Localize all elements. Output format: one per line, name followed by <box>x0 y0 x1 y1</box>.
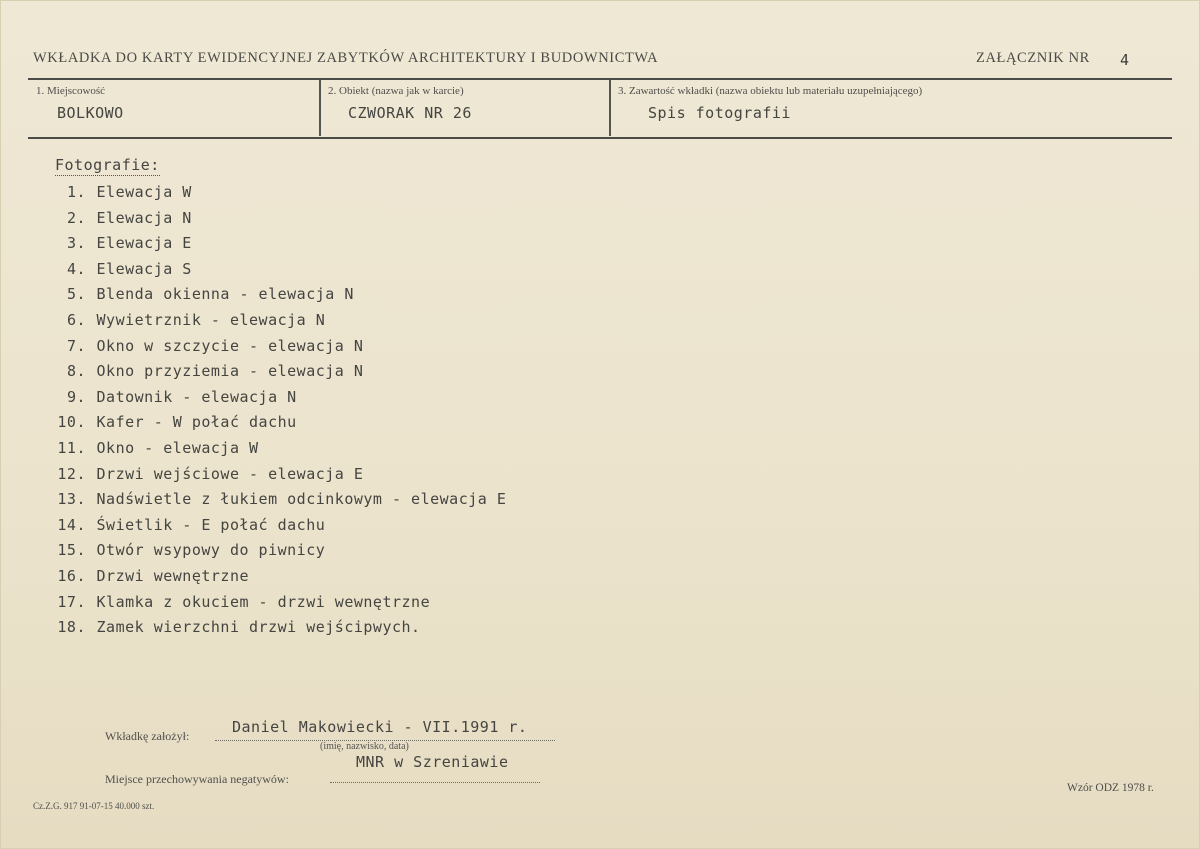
form-title: WKŁADKA DO KARTY EWIDENCYJNEJ ZABYTKÓW ARCHITEKTURY I BUDOWNICTWA <box>33 50 659 66</box>
list-item <box>40 206 506 232</box>
item-text: Kafer - W połać dachu <box>96 413 297 432</box>
list-item <box>40 231 506 257</box>
item-text: Elewacja E <box>96 234 192 253</box>
list-item <box>40 462 506 488</box>
item-text: Okno przyziemia - elewacja N <box>96 362 364 381</box>
item-text: Otwór wsypowy do piwnicy <box>96 541 326 560</box>
list-item <box>40 538 506 564</box>
storage-label: Miejsce przechowywania negatywów: <box>105 772 289 786</box>
item-text: Świetlik - E połać dachu <box>96 515 326 534</box>
bottom-rule <box>28 137 1172 139</box>
item-number: 9. <box>66 387 86 406</box>
annex-label: ZAŁĄCZNIK NR <box>976 50 1090 66</box>
item-text: Drzwi wejściowe - elewacja E <box>96 464 364 483</box>
item-number: 10. <box>57 413 86 432</box>
list-item <box>40 513 506 539</box>
item-number: 8. <box>66 362 86 381</box>
photos-heading: Fotografie: <box>55 156 160 174</box>
item-number: 1. <box>66 183 86 201</box>
top-rule <box>28 78 1172 80</box>
item-number: 11. <box>57 438 86 457</box>
field-value-object: CZWORAK NR 26 <box>348 104 472 122</box>
column-divider <box>319 80 321 136</box>
item-text: Datownik - elewacja N <box>96 387 297 406</box>
item-number: 3. <box>66 234 86 253</box>
list-item <box>40 180 506 206</box>
photo-list <box>40 180 506 641</box>
item-number: 17. <box>57 592 86 611</box>
item-number: 4. <box>66 259 86 278</box>
item-text: Blenda okienna - elewacja N <box>96 285 354 304</box>
storage-dotted-line <box>330 782 540 783</box>
creator-value: Daniel Makowiecki - VII.1991 r. <box>232 718 528 736</box>
list-item <box>40 282 506 308</box>
field-value-locality: BOLKOWO <box>57 104 124 122</box>
form-model: Wzór ODZ 1978 r. <box>1067 782 1154 794</box>
list-item <box>40 308 506 334</box>
field-value-content: Spis fotografii <box>648 104 791 122</box>
creator-hint: (imię, nazwisko, data) <box>320 741 409 752</box>
print-info: Cz.Z.G. 917 91-07-15 40.000 szt. <box>33 801 155 811</box>
item-text: Elewacja W <box>96 183 192 201</box>
item-text: Elewacja S <box>96 259 192 278</box>
item-number: 7. <box>66 336 86 355</box>
item-text: Okno - elewacja W <box>96 438 259 457</box>
list-item <box>40 385 506 411</box>
list-item <box>40 334 506 360</box>
annex-number: 4 <box>1120 51 1130 69</box>
item-number: 5. <box>66 285 86 304</box>
item-text: Zamek wierzchni drzwi wejścipwych. <box>96 618 421 637</box>
item-text: Wywietrznik - elewacja N <box>96 310 326 329</box>
column-divider <box>609 80 611 136</box>
list-item <box>40 615 506 641</box>
item-text: Nadświetle z łukiem odcinkowym - elewacja E <box>96 490 507 509</box>
item-number: 13. <box>57 490 86 509</box>
item-number: 14. <box>57 515 86 534</box>
list-item <box>40 257 506 283</box>
item-number: 16. <box>57 566 86 585</box>
item-text: Okno w szczycie - elewacja N <box>96 336 364 355</box>
storage-value: MNR w Szreniawie <box>356 753 509 771</box>
item-text: Klamka z okuciem - drzwi wewnętrzne <box>96 592 431 611</box>
creator-label: Wkładkę założył: <box>105 729 190 743</box>
list-item <box>40 410 506 436</box>
list-item <box>40 564 506 590</box>
item-text: Elewacja N <box>96 208 192 227</box>
list-item <box>40 590 506 616</box>
item-number: 12. <box>57 464 86 483</box>
list-item <box>40 359 506 385</box>
list-item <box>40 436 506 462</box>
list-item <box>40 487 506 513</box>
item-text: Drzwi wewnętrzne <box>96 566 250 585</box>
item-number: 6. <box>66 310 86 329</box>
field-label-content: 3. Zawartość wkładki (nazwa obiektu lub materiału uzupełniającego) <box>618 85 923 97</box>
item-number: 2. <box>66 208 86 227</box>
item-number: 15. <box>57 541 86 560</box>
field-label-locality: 1. Miejscowość <box>36 85 106 97</box>
item-number: 18. <box>57 618 86 637</box>
field-label-object: 2. Obiekt (nazwa jak w karcie) <box>328 85 464 97</box>
